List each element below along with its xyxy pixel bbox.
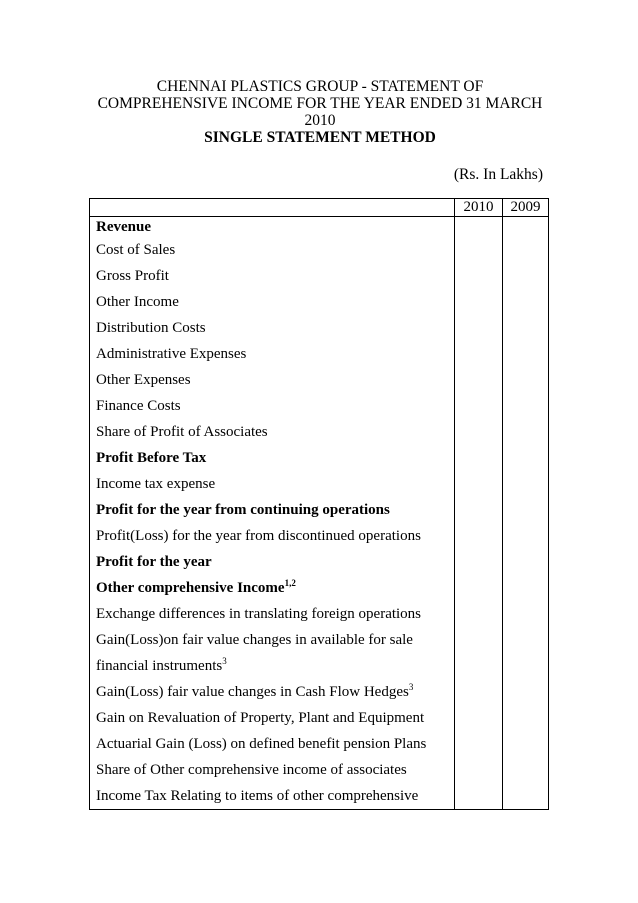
line-item-text: Other Expenses: [96, 371, 191, 388]
table-row: [90, 419, 549, 445]
table-row: [90, 549, 549, 575]
value-2009-cell: [503, 601, 549, 627]
line-item-label: [90, 341, 455, 367]
value-2009-cell: [503, 341, 549, 367]
value-2009-cell: [503, 705, 549, 731]
value-2009-cell: [503, 263, 549, 289]
line-item-text: Gain(Loss)on fair value changes in available for sale: [96, 631, 413, 648]
table-row: [90, 315, 549, 341]
line-item-text: Income tax expense: [96, 475, 216, 492]
value-2009-cell: [503, 627, 549, 653]
value-2010-cell: [455, 289, 503, 315]
table-row: [90, 289, 549, 315]
value-2009-cell: [503, 419, 549, 445]
value-2010-cell: [455, 367, 503, 393]
line-item-label: [90, 549, 455, 575]
table-row: [90, 471, 549, 497]
value-2009-cell: [503, 653, 549, 679]
value-2009-cell: [503, 445, 549, 471]
value-2009-cell: [503, 497, 549, 523]
table-row: [90, 341, 549, 367]
line-item-text: Gain on Revaluation of Property, Plant and Equipment: [96, 709, 425, 726]
value-2010-cell: [455, 575, 503, 601]
table-row: [90, 445, 549, 471]
line-item-label: [90, 705, 455, 731]
line-item-text: Gain(Loss) fair value changes in Cash Flow Hedges: [96, 683, 409, 700]
line-item-label: [90, 315, 455, 341]
table-row: [90, 679, 549, 705]
income-statement-table: [89, 198, 549, 810]
value-2010-cell: [455, 419, 503, 445]
statement-title: [90, 78, 550, 129]
line-item-text: Exchange differences in translating foreign operations: [96, 605, 422, 622]
line-item-text: Actuarial Gain (Loss) on defined benefit pension Plans: [96, 735, 427, 752]
line-item-text: Revenue: [96, 219, 151, 235]
line-item-label: [90, 445, 455, 471]
line-item-text: Profit for the year: [96, 553, 212, 570]
line-item-text: Administrative Expenses: [96, 345, 247, 362]
value-2010-cell: [455, 731, 503, 757]
year-2010-header: 2010: [455, 199, 503, 217]
year-2009-header: 2009: [503, 199, 549, 217]
line-item-label: [90, 367, 455, 393]
line-item-text: financial instruments: [96, 657, 223, 674]
line-item-label: [90, 217, 455, 238]
value-2010-cell: [455, 627, 503, 653]
value-2010-cell: [455, 757, 503, 783]
value-2009-cell: [503, 679, 549, 705]
line-item-text: Income Tax Relating to items of other comprehensive: [96, 787, 419, 804]
line-item-text: Share of Other comprehensive income of associates: [96, 761, 407, 778]
line-item-label: [90, 471, 455, 497]
value-2009-cell: [503, 315, 549, 341]
footnote-marker: 1,2: [284, 577, 296, 588]
table-row: [90, 237, 549, 263]
table-row: [90, 575, 549, 601]
value-2009-cell: [503, 471, 549, 497]
value-2009-cell: [503, 237, 549, 263]
value-2010-cell: [455, 601, 503, 627]
line-item-label: [90, 523, 455, 549]
line-item-label: [90, 679, 455, 705]
line-item-text: Gross Profit: [96, 267, 169, 284]
value-2009-cell: [503, 367, 549, 393]
line-item-label: [90, 601, 455, 627]
header-label-cell: [90, 199, 455, 217]
table-row: [90, 705, 549, 731]
line-item-text: Share of Profit of Associates: [96, 423, 268, 440]
line-item-label: [90, 575, 455, 601]
value-2010-cell: [455, 705, 503, 731]
value-2009-cell: [503, 783, 549, 810]
value-2010-cell: [455, 237, 503, 263]
value-2010-cell: [455, 315, 503, 341]
table-row: [90, 393, 549, 419]
value-2010-cell: [455, 341, 503, 367]
line-item-text: Other comprehensive Income: [96, 579, 285, 596]
table-row: [90, 653, 549, 679]
title-line-3: 2010: [304, 112, 336, 129]
line-item-label: [90, 289, 455, 315]
value-2010-cell: [455, 679, 503, 705]
line-item-label: [90, 419, 455, 445]
line-item-text: Other Income: [96, 293, 179, 310]
table-row: [90, 757, 549, 783]
table-row: [90, 731, 549, 757]
title-line-1: CHENNAI PLASTICS GROUP - STATEMENT OF: [156, 78, 484, 95]
currency-units: (Rs. In Lakhs): [453, 166, 543, 183]
line-item-text: Finance Costs: [96, 397, 181, 414]
line-item-label: [90, 393, 455, 419]
table-row: [90, 783, 549, 810]
value-2010-cell: [455, 523, 503, 549]
footnote-marker: 3: [408, 681, 414, 692]
title-line-2: COMPREHENSIVE INCOME FOR THE YEAR ENDED 31 MARCH: [97, 95, 543, 112]
value-2010-cell: [455, 549, 503, 575]
value-2009-cell: [503, 393, 549, 419]
value-2009-cell: [503, 289, 549, 315]
line-item-label: [90, 731, 455, 757]
statement-subtitle: SINGLE STATEMENT METHOD: [204, 129, 436, 146]
value-2010-cell: [455, 445, 503, 471]
table-row: [90, 217, 549, 238]
value-2010-cell: [455, 471, 503, 497]
value-2009-cell: [503, 217, 549, 238]
line-item-label: [90, 757, 455, 783]
value-2010-cell: [455, 393, 503, 419]
value-2010-cell: [455, 217, 503, 238]
value-2010-cell: [455, 783, 503, 810]
table-row: [90, 523, 549, 549]
line-item-label: [90, 783, 455, 810]
table-header-row: [90, 199, 549, 217]
table-row: [90, 367, 549, 393]
table-row: [90, 601, 549, 627]
footnote-marker: 3: [222, 655, 227, 666]
line-item-text: Distribution Costs: [96, 319, 206, 336]
line-item-text: Profit Before Tax: [96, 449, 207, 466]
line-item-text: Profit for the year from continuing operations: [96, 501, 390, 518]
line-item-text: Profit(Loss) for the year from discontinued operations: [96, 527, 421, 544]
table-row: [90, 497, 549, 523]
value-2010-cell: [455, 263, 503, 289]
line-item-label: [90, 497, 455, 523]
line-item-label: [90, 237, 455, 263]
table-row: [90, 627, 549, 653]
value-2009-cell: [503, 523, 549, 549]
line-item-label: [90, 653, 455, 679]
table-row: [90, 263, 549, 289]
value-2009-cell: [503, 731, 549, 757]
line-item-label: [90, 263, 455, 289]
line-item-label: [90, 627, 455, 653]
value-2009-cell: [503, 575, 549, 601]
value-2010-cell: [455, 653, 503, 679]
value-2009-cell: [503, 549, 549, 575]
value-2009-cell: [503, 757, 549, 783]
value-2010-cell: [455, 497, 503, 523]
line-item-text: Cost of Sales: [96, 241, 176, 258]
